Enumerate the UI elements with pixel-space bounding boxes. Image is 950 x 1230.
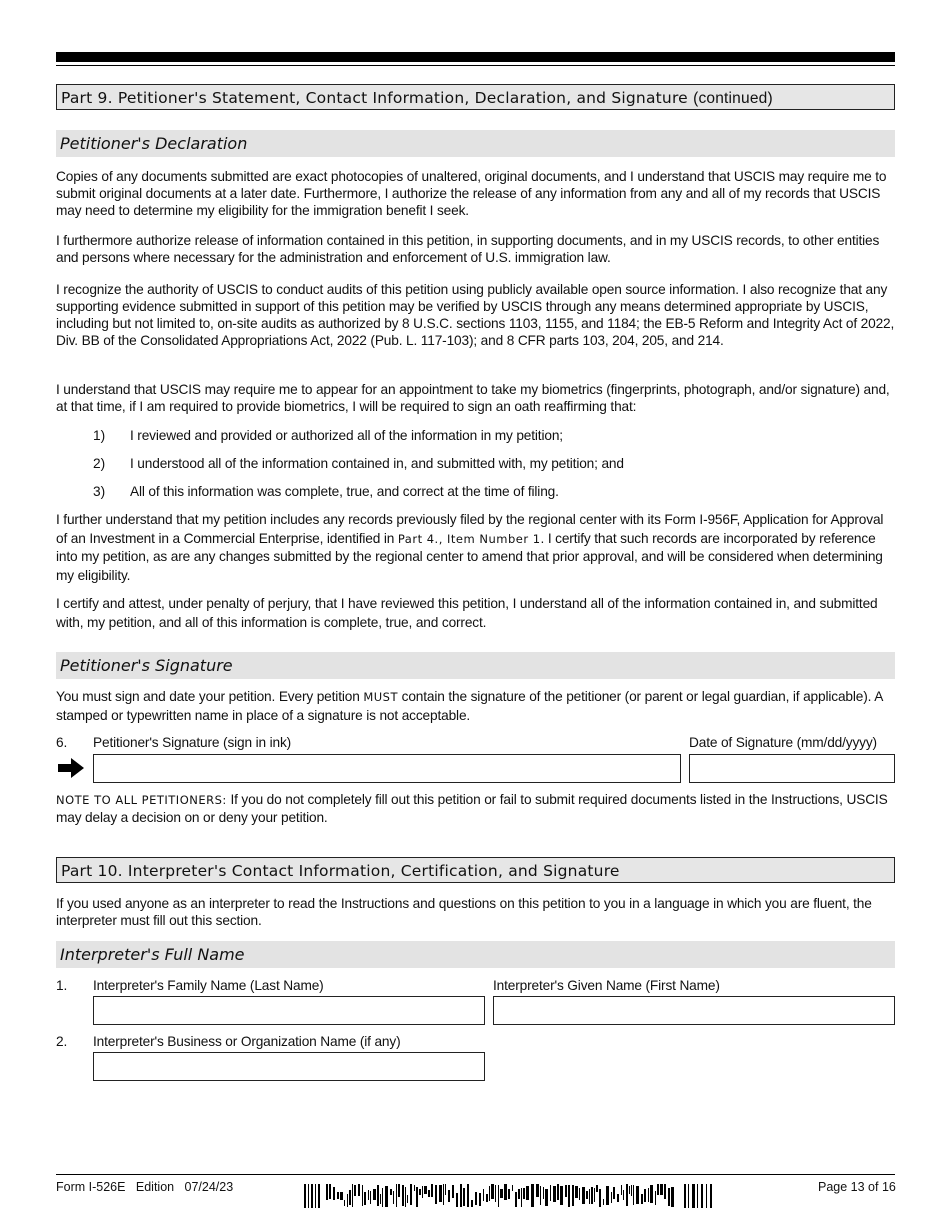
declaration-paragraph-3: I recognize the authority of USCIS to conduct audits of this petition using publicly available open source information. I also recognize that any supporting evidence submitted in support of this petition may be verified by USCIS through any means determined appropriate by USCIS, including but not limited to, on-site audits as authorized by 8 U.S.C. sections 1103, 1155, and 1184; the EB-5 Reform and Integrity Act of 2022, Div. BB of the Consolidated Appropriations Act, 2022 (Pub. L. 117-103); and 8 CFR parts 103, 204, 205, and 214. — [56, 282, 895, 348]
interpreter-family-name-label: Interpreter's Family Name (Last Name) — [93, 978, 324, 993]
declaration-heading: Petitioner's Declaration — [56, 130, 895, 157]
oath-item-number: 3) — [93, 484, 106, 499]
interpreter-item1-number: 1. — [56, 978, 68, 993]
note-to-petitioners — [56, 791, 896, 826]
footer-form-edition: Form I-526E Edition 07/24/23 — [56, 1180, 234, 1194]
declaration-paragraph-6: I certify and attest, under penalty of perjury, that I have reviewed this petition, I understand all of the information contained in, and submitted with, my petition, and all of this information is complete, true, and correct. — [56, 596, 878, 630]
part9-continued: (continued) — [693, 90, 773, 107]
oath-item-number: 1) — [93, 428, 106, 443]
date-of-signature-label: Date of Signature (mm/dd/yyyy) — [689, 735, 877, 750]
date-of-signature-field[interactable] — [689, 754, 895, 783]
oath-item-text: I understood all of the information contained in, and submitted with, my petition; and — [130, 456, 624, 471]
interpreter-family-name-field[interactable] — [93, 996, 485, 1025]
p5-text-b: . I certify that such records are incorporated by reference into my petition, as are any changes submitted by the regional center to amend that prior approval, and will be considered when determining my eligibility. — [56, 530, 883, 583]
top-rule-thin — [56, 65, 895, 66]
declaration-paragraph-2: I furthermore authorize release of information contained in this petition, in supporting documents, and in my USCIS records, to other entities and persons where necessary for the administration and enforcement of U.S. immigration law. — [56, 233, 880, 265]
interpreter-name-heading: Interpreter's Full Name — [56, 941, 895, 968]
part9-header — [56, 84, 895, 110]
signature-heading: Petitioner's Signature — [56, 652, 895, 679]
top-rule-thick — [56, 52, 895, 62]
footer-rule — [56, 1174, 895, 1175]
declaration-paragraph-4: I understand that USCIS may require me to appear for an appointment to take my biometrics (fingerprints, photograph, and/or signature) and, at that time, if I am required to provide biometrics, I will be required to sign an oath reaffirming that: — [56, 382, 890, 414]
barcode-image — [304, 1184, 714, 1208]
declaration-paragraph-1: Copies of any documents submitted are exact photocopies of unaltered, original documents, and I understand that USCIS may require me to submit original documents at a later date. Furthermore, I authorize the release of any information from any and all of my records that USCIS may need to determine my eligibility for the immigration benefit I seek. — [56, 169, 887, 218]
arrow-right-icon — [57, 757, 85, 779]
petitioner-signature-field[interactable] — [93, 754, 681, 783]
note-label: NOTE TO ALL PETITIONERS: — [56, 793, 227, 807]
interpreter-given-name-label: Interpreter's Given Name (First Name) — [493, 978, 720, 993]
signature-intro-a: You must sign and date your petition. Every petition — [56, 689, 364, 704]
signature-intro — [56, 688, 896, 725]
interpreter-business-label: Interpreter's Business or Organization Name (if any) — [93, 1034, 401, 1049]
oath-item-number: 2) — [93, 456, 106, 471]
part9-title: Part 9. Petitioner's Statement, Contact Information, Declaration, and Signature — [61, 89, 688, 107]
note-text: If you do not completely fill out this petition or fail to submit required documents listed in the Instructions, USCIS may delay a decision on or deny your petition. — [56, 792, 888, 825]
p5-item-reference: Part 4., Item Number 1 — [397, 531, 541, 546]
oath-item-text: I reviewed and provided or authorized all of the information in my petition; — [130, 428, 563, 443]
interpreter-business-field[interactable] — [93, 1052, 485, 1081]
signature-label: Petitioner's Signature (sign in ink) — [93, 735, 292, 750]
part10-intro: If you used anyone as an interpreter to read the Instructions and questions on this petition to you in a language in which you are fluent, the interpreter must fill out this section. — [56, 896, 872, 928]
footer-page-number: Page 13 of 16 — [818, 1180, 896, 1194]
declaration-paragraph-5 — [56, 511, 896, 585]
oath-item-text: All of this information was complete, true, and correct at the time of filing. — [130, 484, 559, 499]
signature-intro-b: contain the signature of the petitioner (or parent or legal guardian, if applicable). A stamped or typewritten name in place of a signature is not acceptable. — [56, 689, 883, 723]
interpreter-given-name-field[interactable] — [493, 996, 895, 1025]
signature-item-number: 6. — [56, 735, 68, 750]
p5-text-a: I further understand that my petition includes any records previously filed by the regional center with its Form I-956F, Application for Approval of an Investment in a Commercial Enterprise, identified in — [56, 512, 884, 546]
part10-header: Part 10. Interpreter's Contact Information, Certification, and Signature — [56, 857, 895, 883]
signature-intro-must: MUST — [363, 690, 398, 704]
interpreter-item2-number: 2. — [56, 1034, 68, 1049]
